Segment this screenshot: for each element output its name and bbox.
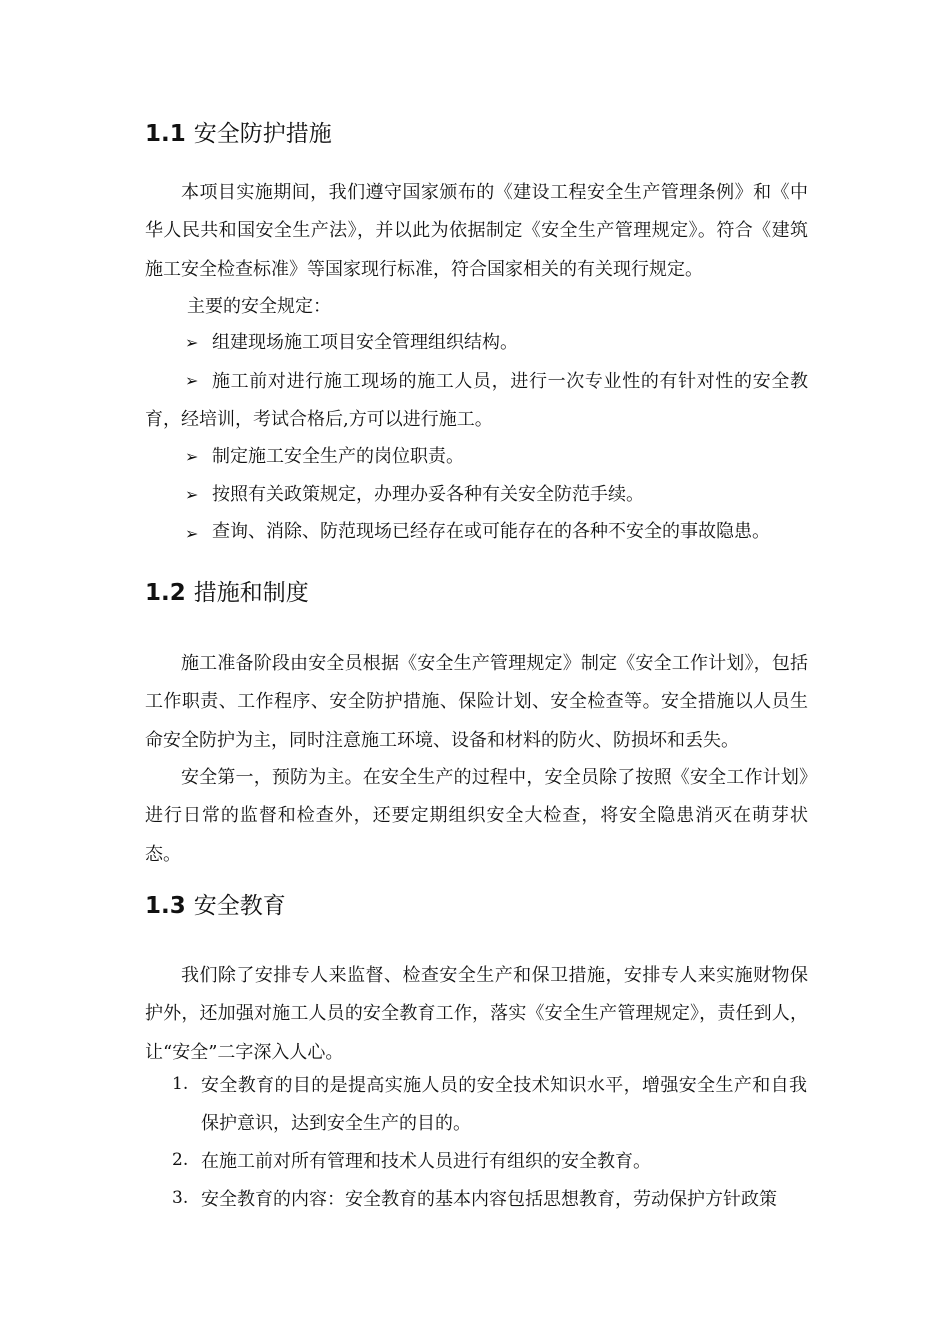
bullet-item: 按照有关政策规定，办理办妥各种有关安全防范手续。 (212, 484, 644, 505)
section-number: 1.1 (145, 121, 186, 147)
ordered-list-number: 1. (172, 1074, 189, 1094)
section-number: 1.3 (145, 893, 186, 919)
section-1-2-paragraph: 施工准备阶段由安全员根据《安全生产管理规定》制定《安全工作计划》，包括工作职责、工作程序、安全防护措施、保险计划、安全检查等。安全措施以人员生命安全防护为主，同时注意施工环境、设备和材料的防火、防损坏和丢失。 (145, 653, 808, 751)
section-title: 安全教育 (193, 893, 286, 919)
bullet-item: 施工前对进行施工现场的施工人员，进行一次专业性的有针对性的安全教育，经培训，考试合格后,方可以进行施工。 (145, 371, 808, 431)
ordered-list-number: 3. (172, 1188, 189, 1208)
ordered-list-number: 2. (172, 1150, 189, 1170)
bullet-arrow-icon: ➢ (185, 485, 199, 504)
bullet-arrow-icon: ➢ (185, 524, 199, 543)
section-number: 1.2 (145, 580, 186, 606)
ordered-list-item: 安全教育的目的是提高实施人员的安全技术知识水平，增强安全生产和自我保护意识，达到安全生产的目的。 (201, 1075, 807, 1134)
bullet-arrow-icon: ➢ (185, 447, 199, 466)
section-title: 安全防护措施 (193, 121, 332, 147)
ordered-list-item: 在施工前对所有管理和技术人员进行有组织的安全教育。 (201, 1151, 651, 1172)
section-heading-1-2 (145, 582, 309, 605)
section-heading-1-1 (145, 123, 332, 146)
bullet-arrow-icon: ➢ (185, 371, 199, 390)
bullet-item: 查询、消除、防范现场已经存在或可能存在的各种不安全的事故隐患。 (212, 521, 770, 542)
bullet-item: 制定施工安全生产的岗位职责。 (212, 446, 464, 467)
section-1-1-intro: 本项目实施期间，我们遵守国家颁布的《建设工程安全生产管理条例》和《中华人民共和国安全生产法》，并以此为依据制定《安全生产管理规定》。符合《建筑施工安全检查标准》等国家现行标准，符合国家相关的有关现行规定。 (145, 182, 808, 280)
section-1-2-paragraph: 安全第一，预防为主。在安全生产的过程中，安全员除了按照《安全工作计划》进行日常的监督和检查外，还要定期组织安全大检查，将安全隐患消灭在萌芽状态。 (145, 767, 808, 865)
bullet-arrow-icon: ➢ (185, 333, 199, 352)
section-1-3-intro: 我们除了安排专人来监督、检查安全生产和保卫措施，安排专人来实施财物保护外，还加强对施工人员的安全教育工作，落实《安全生产管理规定》，责任到人，让“安全”二字深入人心。 (145, 965, 808, 1063)
section-1-1-sub-intro: 主要的安全规定： (187, 296, 331, 317)
section-heading-1-3 (145, 895, 286, 918)
bullet-item: 组建现场施工项目安全管理组织结构。 (212, 332, 518, 353)
section-title: 措施和制度 (193, 580, 309, 606)
ordered-list-item: 安全教育的内容：安全教育的基本内容包括思想教育，劳动保护方针政策 (201, 1189, 777, 1210)
